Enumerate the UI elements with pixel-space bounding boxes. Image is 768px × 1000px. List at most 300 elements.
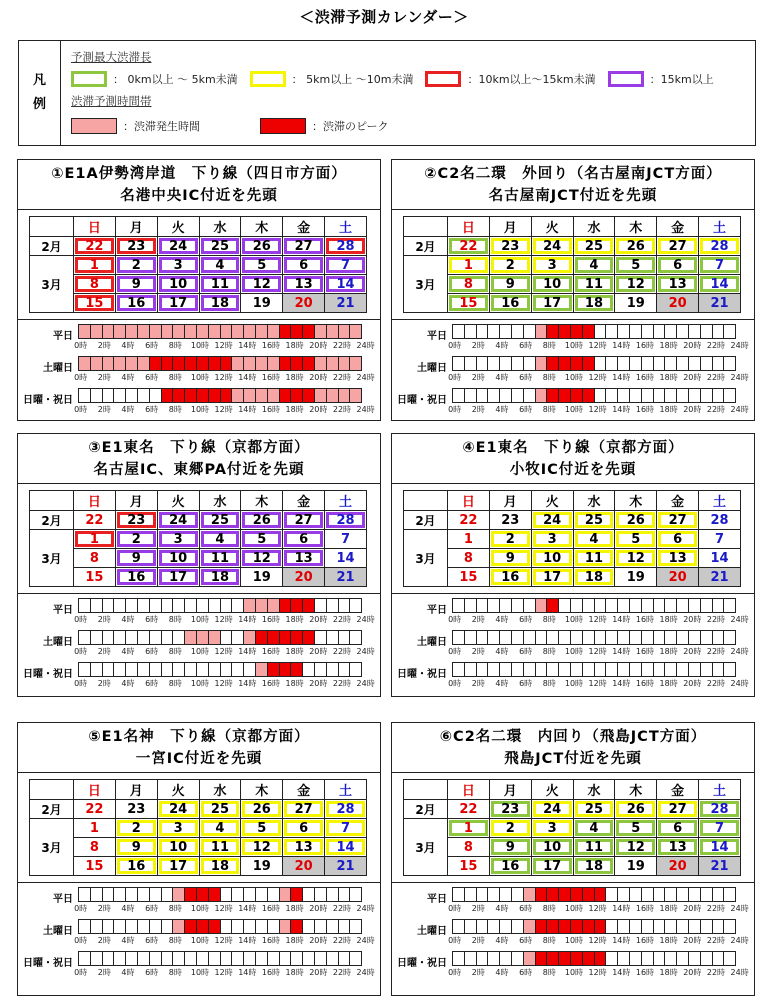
forecast-panel-6	[391, 722, 755, 996]
hour-cell	[630, 389, 642, 402]
hour-tick: 0時	[74, 936, 88, 945]
hour-tick: 16時	[635, 679, 655, 688]
hour-tick: 10時	[564, 968, 584, 977]
hour-cell	[465, 631, 477, 644]
calendar-day: 15	[448, 568, 490, 587]
hour-tick: 16時	[261, 647, 281, 656]
weekday-header: 水	[573, 491, 615, 511]
hour-tick: 22時	[332, 679, 352, 688]
hour-cell	[689, 325, 701, 338]
hour-cell	[303, 663, 315, 676]
calendar-day: 28	[699, 800, 741, 819]
hour-cell	[536, 920, 548, 933]
timeline-row	[392, 388, 754, 420]
hour-tick: 2時	[471, 647, 485, 656]
hour-cell	[606, 389, 618, 402]
hour-tick: 16時	[261, 341, 281, 350]
hour-cell	[724, 920, 735, 933]
hour-cell	[103, 888, 115, 901]
hour-cell	[185, 888, 197, 901]
hour-cell	[547, 888, 559, 901]
weekday-header: 木	[241, 491, 283, 511]
calendar-day: 27	[657, 800, 699, 819]
hour-tick: 0時	[74, 405, 88, 414]
hour-cell	[618, 920, 630, 933]
hour-cell	[150, 631, 162, 644]
hour-tick: 6時	[145, 405, 159, 414]
calendar-day: 26	[241, 237, 283, 256]
hour-cell	[642, 599, 654, 612]
timeline-row-label: 土曜日	[43, 926, 73, 937]
hour-tick: 0時	[74, 647, 88, 656]
hour-cell	[488, 920, 500, 933]
hour-cell	[665, 389, 677, 402]
hour-cell	[453, 631, 465, 644]
hour-cell	[303, 952, 315, 965]
hour-tick: 12時	[588, 968, 607, 977]
weekday-header: 水	[199, 491, 241, 511]
calendar-day: 16	[115, 294, 157, 313]
hour-cell	[162, 599, 174, 612]
hour-tick: 4時	[121, 904, 135, 913]
hour-cell	[173, 920, 185, 933]
hour-tick: 24時	[730, 936, 749, 945]
timeline-row	[18, 630, 380, 662]
panel-title: ⑥C2名二環 内回り（飛島JCT方面） 飛島JCT付近を先頭	[392, 723, 754, 773]
hour-tick: 0時	[74, 615, 88, 624]
calendar-day: 19	[241, 857, 283, 876]
hour-tick: 10時	[190, 904, 210, 913]
hour-cell	[583, 599, 595, 612]
hour-cell	[339, 325, 351, 338]
hour-cell	[209, 952, 221, 965]
hour-tick: 12時	[214, 373, 233, 382]
hour-cell	[512, 663, 524, 676]
hour-tick: 10時	[564, 341, 584, 350]
hour-tick: 22時	[706, 968, 726, 977]
hour-cell	[677, 389, 689, 402]
calendar-day: 8	[448, 549, 490, 568]
hour-cell	[291, 888, 303, 901]
hour-cell	[138, 888, 150, 901]
calendar-day: 14	[699, 549, 741, 568]
timeline-row	[18, 951, 380, 983]
hour-cell	[315, 920, 327, 933]
hour-tick: 2時	[471, 679, 485, 688]
hour-tick: 14時	[238, 615, 257, 624]
hour-cell	[583, 357, 595, 370]
hour-cell	[185, 389, 197, 402]
hour-cell	[103, 663, 115, 676]
calendar-day: 22	[448, 237, 490, 256]
hour-tick: 24時	[356, 373, 375, 382]
weekday-header: 日	[74, 491, 116, 511]
timeline-row-label: 平日	[427, 331, 447, 342]
hour-tick: 12時	[214, 904, 233, 913]
calendar-day: 26	[615, 511, 657, 530]
timeline-row	[392, 951, 754, 983]
hour-cell	[197, 357, 209, 370]
hour-cell	[630, 357, 642, 370]
purple-swatch-icon	[608, 71, 644, 87]
calendar-day: 17	[531, 857, 573, 876]
calendar-day: 2	[489, 256, 531, 275]
hour-cell	[291, 920, 303, 933]
hour-tick: 8時	[542, 968, 556, 977]
hour-tick: 24時	[356, 904, 375, 913]
hour-tick: 24時	[730, 373, 749, 382]
timeline-row	[392, 630, 754, 662]
hour-tick: 8時	[542, 647, 556, 656]
calendar-day: 14	[325, 275, 367, 294]
hour-cell	[232, 663, 244, 676]
timeline-bar	[78, 356, 362, 371]
hour-cell	[547, 631, 559, 644]
hour-tick: 14時	[238, 904, 257, 913]
hour-tick: 8時	[542, 904, 556, 913]
panel-title: ③E1東名 下り線（京都方面） 名古屋IC、東郷PA付近を先頭	[18, 434, 380, 484]
month-label: 2月	[30, 511, 74, 530]
hour-cell	[350, 631, 361, 644]
hour-cell	[713, 357, 725, 370]
hour-tick: 0時	[448, 405, 462, 414]
calendar-day: 21	[325, 857, 367, 876]
calendar-day: 24	[531, 800, 573, 819]
timeline-row	[392, 919, 754, 951]
calendar-day: 3	[531, 530, 573, 549]
hour-cell	[477, 631, 489, 644]
hour-cell	[689, 631, 701, 644]
calendar-day: 2	[115, 819, 157, 838]
weekday-header: 木	[241, 780, 283, 800]
calendar-day: 5	[241, 819, 283, 838]
hour-cell	[114, 599, 126, 612]
hour-tick: 20時	[683, 615, 702, 624]
hour-cell	[114, 631, 126, 644]
calendar-day: 24	[531, 237, 573, 256]
weekday-header: 火	[157, 491, 199, 511]
hour-tick: 20時	[309, 904, 328, 913]
hour-cell	[327, 952, 339, 965]
month-label: 2月	[30, 237, 74, 256]
hour-tick: 14時	[612, 615, 631, 624]
forecast-panel-4	[391, 433, 755, 697]
calendar-day: 16	[115, 568, 157, 587]
hour-cell	[500, 357, 512, 370]
hour-cell	[114, 357, 126, 370]
hour-cell	[512, 952, 524, 965]
hour-cell	[244, 599, 256, 612]
hour-cell	[665, 599, 677, 612]
hour-cell	[114, 952, 126, 965]
month-label: 2月	[30, 800, 74, 819]
weekday-header: 土	[325, 780, 367, 800]
calendar-day: 6	[657, 819, 699, 838]
hour-tick: 4時	[495, 968, 509, 977]
hour-cell	[185, 663, 197, 676]
calendar-day: 9	[489, 275, 531, 294]
hour-cell	[232, 952, 244, 965]
hour-cell	[536, 599, 548, 612]
hour-cell	[713, 631, 725, 644]
hour-tick: 2時	[471, 904, 485, 913]
hour-tick: 20時	[683, 904, 702, 913]
hour-tick: 10時	[564, 679, 584, 688]
forecast-panel-1	[17, 159, 381, 421]
hour-tick: 16時	[635, 405, 655, 414]
timeline-bar	[78, 630, 362, 645]
hour-cell	[209, 631, 221, 644]
hour-cell	[465, 389, 477, 402]
hour-cell	[724, 631, 735, 644]
hour-cell	[571, 325, 583, 338]
hour-cell	[114, 389, 126, 402]
hour-cell	[173, 357, 185, 370]
hour-tick: 2時	[471, 615, 485, 624]
calendar-table	[29, 779, 367, 876]
hour-cell	[595, 325, 607, 338]
hour-tick: 2時	[97, 341, 111, 350]
calendar-day: 23	[115, 237, 157, 256]
hour-cell	[618, 599, 630, 612]
hour-cell	[654, 952, 666, 965]
hour-cell	[559, 952, 571, 965]
hour-cell	[268, 357, 280, 370]
hour-cell	[559, 888, 571, 901]
timeline-bar	[452, 887, 736, 902]
hour-tick: 22時	[706, 615, 726, 624]
timeline-row-label: 土曜日	[43, 363, 73, 374]
calendar-day: 20	[283, 857, 325, 876]
hour-cell	[150, 325, 162, 338]
page-title: ＜渋滞予測カレンダー＞	[299, 8, 469, 26]
hour-cell	[559, 389, 571, 402]
hour-cell	[606, 920, 618, 933]
hour-tick: 10時	[564, 904, 584, 913]
calendar-day: 17	[157, 857, 199, 876]
hour-cell	[197, 663, 209, 676]
hour-cell	[280, 920, 292, 933]
hour-tick: 10時	[564, 647, 584, 656]
hour-tick: 2時	[471, 936, 485, 945]
hour-cell	[327, 888, 339, 901]
hour-tick: 16時	[261, 615, 281, 624]
light-red-swatch-icon	[71, 118, 117, 134]
hour-tick: 2時	[97, 373, 111, 382]
calendar-day: 17	[531, 568, 573, 587]
hour-cell	[618, 888, 630, 901]
hour-cell	[162, 389, 174, 402]
hour-cell	[173, 389, 185, 402]
hour-cell	[595, 952, 607, 965]
hour-tick: 0時	[74, 341, 88, 350]
hour-cell	[642, 920, 654, 933]
hour-cell	[465, 663, 477, 676]
calendar-day: 1	[74, 819, 116, 838]
calendar-day: 9	[115, 275, 157, 294]
calendar-day: 16	[115, 857, 157, 876]
hour-tick: 8時	[542, 679, 556, 688]
hour-tick: 6時	[145, 936, 159, 945]
hour-tick: 20時	[309, 679, 328, 688]
calendar-day: 20	[283, 294, 325, 313]
hour-tick: 14時	[612, 968, 631, 977]
hour-tick: 18時	[285, 904, 304, 913]
hour-tick: 18時	[285, 647, 304, 656]
hour-cell	[185, 631, 197, 644]
hour-cell	[642, 888, 654, 901]
hour-tick: 10時	[190, 647, 210, 656]
hour-tick: 2時	[471, 405, 485, 414]
calendar-day: 21	[699, 857, 741, 876]
hour-cell	[291, 663, 303, 676]
calendar-table	[403, 779, 741, 876]
timeline-bar	[452, 598, 736, 613]
hour-cell	[618, 631, 630, 644]
hour-cell	[126, 599, 138, 612]
hour-tick: 12時	[214, 647, 233, 656]
month-label: 3月	[404, 819, 448, 876]
hour-tick: 2時	[97, 904, 111, 913]
hour-tick: 18時	[285, 936, 304, 945]
hour-cell	[114, 663, 126, 676]
hour-cell	[221, 357, 233, 370]
hour-cell	[524, 599, 536, 612]
hour-tick: 4時	[495, 904, 509, 913]
hour-tick: 20時	[309, 615, 328, 624]
hour-cell	[79, 325, 91, 338]
hour-cell	[701, 952, 713, 965]
hour-tick: 6時	[519, 679, 533, 688]
hour-tick: 0時	[448, 679, 462, 688]
calendar-day: 5	[241, 530, 283, 549]
hour-tick: 20時	[683, 647, 702, 656]
hour-tick: 12時	[588, 373, 607, 382]
weekday-header: 月	[489, 780, 531, 800]
hour-tick: 18時	[285, 968, 304, 977]
hour-cell	[724, 952, 735, 965]
hour-tick: 8時	[542, 341, 556, 350]
hour-tick: 0時	[448, 373, 462, 382]
hour-cell	[268, 599, 280, 612]
hour-cell	[79, 631, 91, 644]
hour-tick: 22時	[706, 405, 726, 414]
timeline-row-label: 平日	[427, 605, 447, 616]
hour-cell	[689, 888, 701, 901]
hour-tick: 4時	[495, 647, 509, 656]
hour-cell	[303, 599, 315, 612]
timeline-row-label: 平日	[53, 605, 73, 616]
hour-cell	[162, 663, 174, 676]
hour-cell	[268, 663, 280, 676]
hour-cell	[583, 888, 595, 901]
hour-cell	[453, 663, 465, 676]
hour-cell	[524, 631, 536, 644]
hour-tick: 14時	[238, 373, 257, 382]
hour-cell	[126, 663, 138, 676]
hour-cell	[606, 325, 618, 338]
hour-tick: 4時	[495, 936, 509, 945]
hour-tick: 8時	[542, 405, 556, 414]
hour-cell	[677, 920, 689, 933]
hour-tick: 6時	[145, 968, 159, 977]
timeline-row-label: 平日	[53, 894, 73, 905]
hour-tick: 4時	[121, 679, 135, 688]
calendar-day: 8	[448, 838, 490, 857]
calendar-day: 18	[573, 568, 615, 587]
calendar-day: 1	[448, 530, 490, 549]
hour-cell	[256, 599, 268, 612]
calendar-day: 15	[74, 857, 116, 876]
weekday-header: 金	[283, 217, 325, 237]
calendar-day: 18	[199, 294, 241, 313]
hour-tick: 6時	[145, 904, 159, 913]
hour-cell	[162, 952, 174, 965]
hour-tick: 2時	[471, 373, 485, 382]
hour-cell	[524, 920, 536, 933]
calendar-day: 14	[699, 275, 741, 294]
hour-cell	[689, 599, 701, 612]
hour-cell	[221, 599, 233, 612]
calendar-day: 2	[115, 530, 157, 549]
calendar-day: 5	[615, 819, 657, 838]
calendar-day: 13	[283, 838, 325, 857]
hour-tick: 20時	[309, 647, 328, 656]
hour-cell	[327, 325, 339, 338]
hour-cell	[162, 888, 174, 901]
hour-cell	[79, 888, 91, 901]
calendar-day: 18	[199, 568, 241, 587]
hour-cell	[138, 631, 150, 644]
hour-cell	[488, 325, 500, 338]
hour-cell	[79, 952, 91, 965]
hour-cell	[559, 599, 571, 612]
hour-cell	[642, 663, 654, 676]
calendar-day: 9	[115, 838, 157, 857]
hour-cell	[256, 952, 268, 965]
calendar-day: 26	[615, 800, 657, 819]
hour-tick: 22時	[332, 615, 352, 624]
panel-title: ④E1東名 下り線（京都方面） 小牧IC付近を先頭	[392, 434, 754, 484]
hour-cell	[559, 663, 571, 676]
hour-cell	[315, 631, 327, 644]
hour-cell	[185, 952, 197, 965]
panel-title: ①E1A伊勢湾岸道 下り線（四日市方面） 名港中央IC付近を先頭	[18, 160, 380, 210]
hour-cell	[701, 357, 713, 370]
hour-cell	[350, 389, 361, 402]
hour-cell	[606, 888, 618, 901]
hour-tick: 12時	[214, 968, 233, 977]
hour-cell	[512, 599, 524, 612]
hour-tick: 12時	[588, 936, 607, 945]
hour-cell	[350, 599, 361, 612]
hour-cell	[232, 357, 244, 370]
weekday-header: 金	[657, 491, 699, 511]
hour-cell	[665, 663, 677, 676]
hour-cell	[724, 599, 735, 612]
hour-cell	[571, 599, 583, 612]
calendar-day: 11	[573, 275, 615, 294]
hour-cell	[103, 389, 115, 402]
hour-cell	[654, 920, 666, 933]
hour-cell	[197, 631, 209, 644]
hour-cell	[618, 389, 630, 402]
hour-tick: 22時	[332, 405, 352, 414]
hour-cell	[665, 888, 677, 901]
calendar-table	[29, 490, 367, 587]
hour-tick: 14時	[612, 936, 631, 945]
hour-tick: 8時	[542, 936, 556, 945]
